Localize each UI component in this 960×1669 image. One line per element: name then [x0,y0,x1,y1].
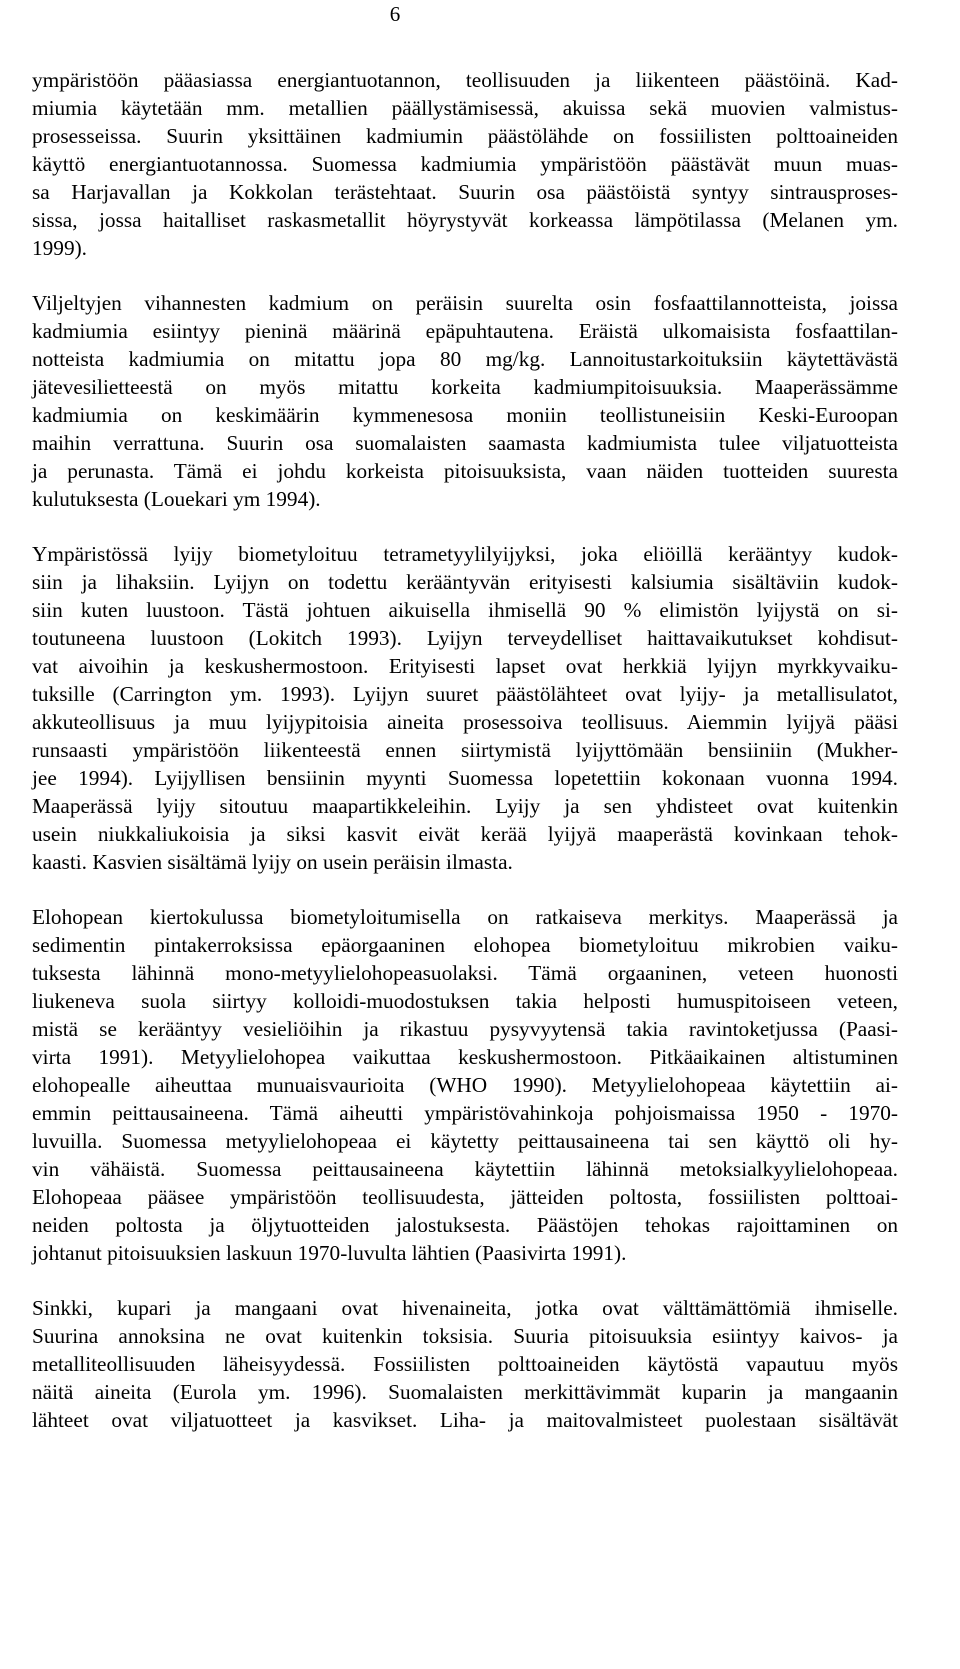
text-line: Suurina annoksina ne ovat kuitenkin toksisia. Suuria pitoisuuksia esiintyy kaivos- ja [32,1324,898,1348]
text-line: jee 1994). Lyijyllisen bensiinin myynti Suomessa lopetettiin kokonaan vuonna 1994. [32,766,898,790]
text-line: akkuteollisuus ja muu lyijypitoisia aineita prosessoiva teollisuus. Aiemmin lyijyä pääsi [32,710,898,734]
text-line: siin kuten luustoon. Tästä johtuen aikuisella ihmisellä 90 % elimistön lyijystä on si- [32,598,898,622]
text-line: jätevesilietteestä on myös mitattu korkeita kadmiumpitoisuuksia. Maaperässämme [32,375,898,399]
text-line: runsaasti ympäristöön liikenteestä ennen siirtymistä lyijyttömään bensiiniin (Mukher- [32,738,898,762]
text-line: sissa, jossa haitalliset raskasmetallit höyrystyvät korkeassa lämpötilassa (Melanen ym. [32,208,898,232]
text-line: vat aivoihin ja keskushermostoon. Erityisesti lapset ovat herkkiä lyijyn myrkkyvaiku- [32,654,898,678]
text-line: neiden poltosta ja öljytuotteiden jalostuksesta. Päästöjen tehokas rajoittaminen on [32,1213,898,1237]
text-line: Elohopean kiertokulussa biometyloitumisella on ratkaiseva merkitys. Maaperässä ja [32,905,898,929]
text-line: Ympäristössä lyijy biometyloituu tetrametyylilyijyksi, joka eliöillä kerääntyy kudok- [32,542,898,566]
text-line: käyttö energiantuotannossa. Suomessa kadmiumia ympäristöön päästävät muun muas- [32,152,898,176]
text-line: tuksille (Carrington ym. 1993). Lyijyn suuret päästölähteet ovat lyijy- ja metallisulatot, [32,682,898,706]
text-line: toutuneena luustoon (Lokitch 1993). Lyijyn terveydelliset haittavaikutukset kohdisut- [32,626,898,650]
text-line: metalliteollisuuden läheisyydessä. Fossiilisten polttoaineiden käytöstä vapautuu myös [32,1352,898,1376]
text-line: kaasti. Kasvien sisältämä lyijy on usein peräisin ilmasta. [32,850,513,874]
text-line: maihin verrattuna. Suurin osa suomalaisten saamasta kadmiumista tulee viljatuotteista [32,431,898,455]
text-line: elohopealle aiheuttaa munuaisvaurioita (WHO 1990). Metyylielohopeaa käytettiin ai- [32,1073,898,1097]
paragraph [32,289,898,513]
text-line: tuksesta lähinnä mono-metyylielohopeasuolaksi. Tämä orgaaninen, veteen huonosti [32,961,898,985]
page-number: 6 [389,2,401,26]
text-line: ympäristöön pääasiassa energiantuotannon, teollisuuden ja liikenteen päästöinä. Kad- [32,68,898,92]
text-line: ja perunasta. Tämä ei johdu korkeista pitoisuuksista, vaan näiden tuotteiden suuresta [32,459,898,483]
text-line: Maaperässä lyijy sitoutuu maapartikkeleihin. Lyijy ja sen yhdisteet ovat kuitenkin [32,794,898,818]
text-line: Sinkki, kupari ja mangaani ovat hivenaineita, jotka ovat välttämättömiä ihmiselle. [32,1296,898,1320]
text-line: sedimentin pintakerroksissa epäorgaaninen elohopea biometyloituu mikrobien vaiku- [32,933,898,957]
text-line: emmin peittausaineena. Tämä aiheutti ympäristövahinkoja pohjoismaissa 1950 - 1970- [32,1101,898,1125]
document-body [32,66,898,1434]
paragraph [32,66,898,262]
text-line: mistä se kerääntyy vesieliöihin ja rikastuu pysyvyytensä takia ravintoketjussa (Paasi- [32,1017,898,1041]
text-line: kadmiumia esiintyy pieninä määrinä epäpuhtautena. Eräistä ulkomaisista fosfaattilan- [32,319,898,343]
text-line: vin vähäistä. Suomessa peittausaineena käytettiin lähinnä metoksialkyylielohopeaa. [32,1157,898,1181]
paragraph [32,1294,898,1434]
text-line: näitä aineita (Eurola ym. 1996). Suomalaisten merkittävimmät kuparin ja mangaanin [32,1380,898,1404]
text-line: sa Harjavallan ja Kokkolan terästehtaat. Suurin osa päästöistä syntyy sintrausproses- [32,180,898,204]
text-line: usein niukkaliukoisia ja siksi kasvit eivät kerää lyijyä maaperästä kovinkaan tehok- [32,822,898,846]
text-line: Viljeltyjen vihannesten kadmium on peräisin suurelta osin fosfaattilannotteista, joissa [32,291,898,315]
text-line: prosesseissa. Suurin yksittäinen kadmiumin päästölähde on fossiilisten polttoaineiden [32,124,898,148]
text-line: kulutuksesta (Louekari ym 1994). [32,487,321,511]
text-line: notteista kadmiumia on mitattu jopa 80 mg/kg. Lannoitustarkoituksiin käytettävästä [32,347,898,371]
text-line: 1999). [32,236,88,260]
text-line: luvuilla. Suomessa metyylielohopeaa ei käytetty peittausaineena tai sen käyttö oli hy- [32,1129,898,1153]
text-line: Elohopeaa pääsee ympäristöön teollisuudesta, jätteiden poltosta, fossiilisten polttoai- [32,1185,898,1209]
text-line: siin ja lihaksiin. Lyijyn on todettu kerääntyvän erityisesti kalsiumia sisältäviin kudok- [32,570,898,594]
text-line: liukeneva suola siirtyy kolloidi-muodostuksen takia helposti humuspitoiseen veteen, [32,989,898,1013]
text-line: kadmiumia on keskimäärin kymmenesosa moniin teollistuneisiin Keski-Euroopan [32,403,898,427]
text-line: virta 1991). Metyylielohopea vaikuttaa keskushermostoon. Pitkäaikainen altistuminen [32,1045,898,1069]
text-line: johtanut pitoisuuksien laskuun 1970-luvulta lähtien (Paasivirta 1991). [32,1241,627,1265]
paragraph [32,903,898,1267]
paragraph [32,540,898,876]
text-line: lähteet ovat viljatuotteet ja kasvikset. Liha- ja maitovalmisteet puolestaan sisältävät [32,1408,898,1432]
text-line: miumia käytetään mm. metallien päällystämisessä, akuissa sekä muovien valmistus- [32,96,898,120]
